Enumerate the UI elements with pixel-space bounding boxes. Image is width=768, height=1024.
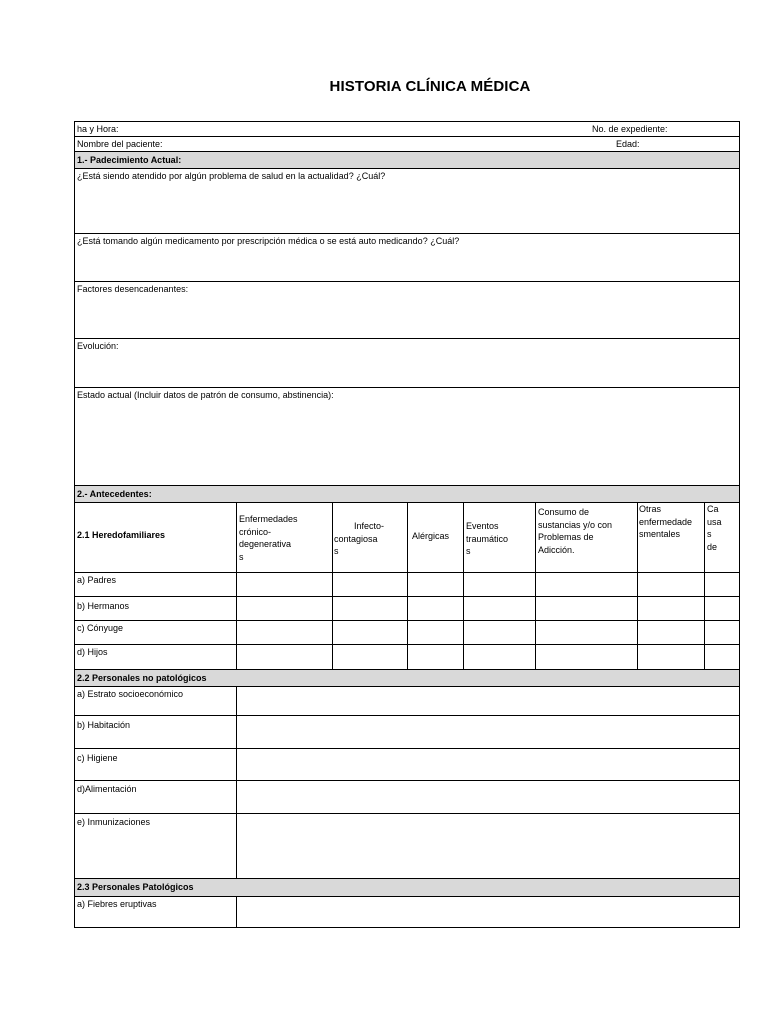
hereditary-row[interactable] bbox=[75, 621, 739, 645]
field-current-treatment[interactable] bbox=[75, 169, 739, 234]
row-label: c) Higiene bbox=[77, 753, 118, 763]
row-label: d) Hijos bbox=[77, 647, 108, 657]
header-row-patient bbox=[75, 137, 739, 152]
hereditary-label: 2.1 Heredofamiliares bbox=[77, 530, 166, 540]
hereditary-header-row bbox=[75, 503, 739, 573]
hereditary-row[interactable] bbox=[75, 645, 739, 670]
non-pathological-row[interactable] bbox=[75, 687, 739, 716]
row-label: d)Alimentación bbox=[77, 784, 137, 794]
section-heading-text: 2.3 Personales Patológicos bbox=[77, 882, 194, 892]
hereditary-row[interactable] bbox=[75, 573, 739, 597]
column-header-causes: Ca usa s de bbox=[707, 504, 722, 552]
row-label: e) Inmunizaciones bbox=[77, 817, 151, 827]
hereditary-row[interactable] bbox=[75, 597, 739, 621]
section-heading-background bbox=[75, 486, 739, 503]
section-heading-text: 2.2 Personales no patológicos bbox=[77, 673, 207, 683]
header-row-date bbox=[75, 122, 739, 137]
date-time-label: ha y Hora: bbox=[77, 124, 119, 134]
field-label: Evolución: bbox=[77, 341, 119, 351]
field-medication[interactable] bbox=[75, 234, 739, 282]
column-header-substance: Consumo de sustancias y/o con Problemas de Adicción. bbox=[538, 507, 613, 555]
column-header-chronic: Enfermedades crónico- degenerativa s bbox=[239, 514, 298, 562]
field-current-state[interactable] bbox=[75, 388, 739, 486]
field-triggers[interactable] bbox=[75, 282, 739, 339]
section-heading-text: 2.- Antecedentes: bbox=[77, 489, 152, 499]
row-label: b) Habitación bbox=[77, 720, 131, 730]
column-header-trauma: Eventos traumático s bbox=[466, 521, 509, 556]
field-evolution[interactable] bbox=[75, 339, 739, 388]
non-pathological-row[interactable] bbox=[75, 749, 739, 781]
record-number-label: No. de expediente: bbox=[592, 124, 668, 134]
row-label: a) Fiebres eruptivas bbox=[77, 899, 157, 909]
row-label: a) Estrato socioeconómico bbox=[77, 689, 184, 699]
age-label: Edad: bbox=[616, 139, 640, 149]
row-label: b) Hermanos bbox=[77, 601, 130, 611]
field-label: Estado actual (Incluir datos de patrón de consumo, abstinencia): bbox=[77, 390, 334, 400]
column-header-allergic: Alérgicas bbox=[412, 531, 450, 541]
patient-name-label: Nombre del paciente: bbox=[77, 139, 163, 149]
column-header-infectious: Infecto- contagiosa s bbox=[334, 521, 385, 556]
field-label: Factores desencadenantes: bbox=[77, 284, 189, 294]
section-heading-current-condition bbox=[75, 152, 739, 169]
page-title: HISTORIA CLÍNICA MÉDICA bbox=[329, 78, 531, 95]
section-heading-pathological bbox=[75, 879, 739, 897]
field-label: ¿Está tomando algún medicamento por prescripción médica o se está auto medicando? ¿Cuál? bbox=[77, 236, 460, 246]
section-heading-text: 1.- Padecimiento Actual: bbox=[77, 155, 182, 165]
row-label: a) Padres bbox=[77, 575, 117, 585]
non-pathological-row[interactable] bbox=[75, 716, 739, 749]
row-label: c) Cónyuge bbox=[77, 623, 124, 633]
section-heading-non-pathological bbox=[75, 670, 739, 687]
clinical-history-form bbox=[74, 121, 740, 928]
pathological-row[interactable] bbox=[75, 897, 739, 928]
field-label: ¿Está siendo atendido por algún problema de salud en la actualidad? ¿Cuál? bbox=[77, 171, 386, 181]
non-pathological-row[interactable] bbox=[75, 814, 739, 879]
column-header-mental: Otras enfermedade smentales bbox=[639, 504, 693, 539]
non-pathological-row[interactable] bbox=[75, 781, 739, 814]
